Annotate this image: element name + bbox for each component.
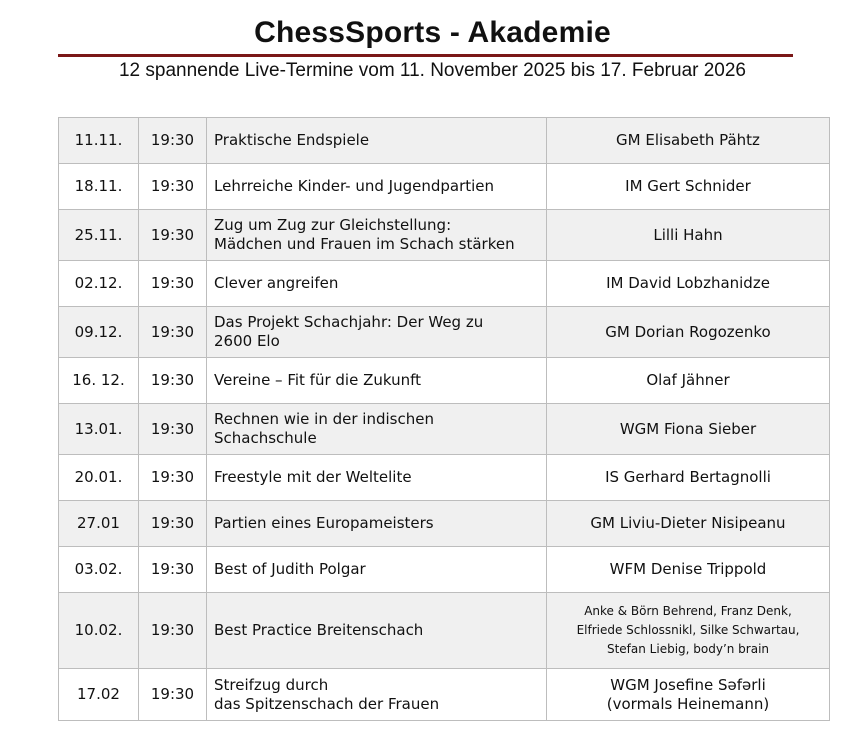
event-speaker (547, 547, 830, 593)
event-topic (207, 118, 547, 164)
event-topic (207, 261, 547, 307)
event-speaker-line: WGM Fiona Sieber (619, 419, 757, 438)
event-speaker-line: WFM Denise Trippold (609, 560, 767, 578)
event-time: 19:30 (139, 164, 207, 210)
page-subtitle: 12 spannende Live-Termine vom 11. November 2025 bis 17. Februar 2026 (118, 60, 747, 81)
event-speaker-line: GM Elisabeth Pähtz (616, 131, 760, 149)
schedule-row (59, 358, 830, 404)
event-topic-line: Freestyle mit der Weltelite (214, 468, 412, 486)
schedule-row (59, 307, 830, 358)
event-topic-line: Partien eines Europameisters (214, 514, 434, 532)
event-speaker (547, 501, 830, 547)
event-date: 03.02. (59, 547, 139, 593)
page-title: ChessSports - Akademie (254, 16, 611, 49)
event-topic-line: Rechnen wie in der indischen (214, 410, 434, 428)
event-speaker-line: Anke & Börn Behrend, Franz Denk, (584, 604, 792, 618)
event-topic (207, 593, 547, 669)
event-date: 17.02 (59, 669, 139, 721)
event-time: 19:30 (139, 593, 207, 669)
event-speaker-line: GM Dorian Rogozenko (605, 322, 771, 341)
event-time: 19:30 (139, 307, 207, 358)
schedule-row (59, 501, 830, 547)
schedule-row (59, 210, 830, 261)
event-topic-line: Streifzug durch (214, 675, 329, 694)
event-date: 27.01 (59, 501, 139, 547)
schedule-row (59, 164, 830, 210)
event-topic-line: Das Projekt Schachjahr: Der Weg zu (214, 313, 484, 331)
event-topic-line: das Spitzenschach der Frauen (214, 694, 440, 713)
event-date: 16. 12. (59, 358, 139, 404)
event-topic-line: Vereine – Fit für die Zukunft (214, 371, 422, 389)
event-speaker (547, 358, 830, 404)
event-topic (207, 455, 547, 501)
event-speaker (547, 210, 830, 261)
event-speaker-line: Elfriede Schlossnikl, Silke Schwartau, (576, 623, 800, 637)
event-topic (207, 210, 547, 261)
schedule-table (58, 117, 830, 721)
event-speaker (547, 118, 830, 164)
event-topic (207, 547, 547, 593)
event-time: 19:30 (139, 358, 207, 404)
event-time: 19:30 (139, 455, 207, 501)
event-date: 20.01. (59, 455, 139, 501)
event-time: 19:30 (139, 547, 207, 593)
event-date: 13.01. (59, 404, 139, 455)
event-speaker-line: IS Gerhard Bertagnolli (605, 468, 771, 486)
event-topic-line: Best of Judith Polgar (214, 560, 366, 578)
event-topic-line: 2600 Elo (214, 332, 280, 350)
schedule-row (59, 455, 830, 501)
schedule-row (59, 404, 830, 455)
event-topic-line: Best Practice Breitenschach (214, 621, 424, 639)
event-time: 19:30 (139, 404, 207, 455)
event-time: 19:30 (139, 261, 207, 307)
event-topic (207, 404, 547, 455)
schedule-body (59, 118, 830, 721)
event-date: 09.12. (59, 307, 139, 358)
event-speaker-line: (vormals Heinemann) (606, 694, 770, 713)
event-time: 19:30 (139, 118, 207, 164)
event-topic-line: Praktische Endspiele (214, 131, 370, 149)
event-date: 11.11. (59, 118, 139, 164)
event-speaker (547, 307, 830, 358)
event-speaker-line: IM David Lobzhanidze (606, 274, 770, 292)
event-speaker (547, 164, 830, 210)
event-date: 25.11. (59, 210, 139, 261)
event-speaker (547, 261, 830, 307)
event-date: 02.12. (59, 261, 139, 307)
schedule-row (59, 593, 830, 669)
event-speaker-line: WGM Josefine Səfərli (610, 675, 766, 694)
event-speaker-line: Stefan Liebig, body’n brain (606, 642, 770, 656)
event-topic (207, 164, 547, 210)
event-topic (207, 358, 547, 404)
event-speaker-line: IM Gert Schnider (625, 177, 751, 195)
event-time: 19:30 (139, 669, 207, 721)
event-speaker-line: GM Liviu-Dieter Nisipeanu (590, 514, 786, 532)
title-divider (58, 54, 793, 57)
event-speaker (547, 669, 830, 721)
event-time: 19:30 (139, 210, 207, 261)
event-topic-line: Lehrreiche Kinder- und Jugendpartien (214, 177, 495, 195)
event-topic (207, 307, 547, 358)
schedule-row (59, 669, 830, 721)
event-speaker-line: Lilli Hahn (653, 225, 723, 244)
schedule-row (59, 261, 830, 307)
event-speaker (547, 455, 830, 501)
event-time: 19:30 (139, 501, 207, 547)
schedule-row (59, 547, 830, 593)
event-topic (207, 669, 547, 721)
event-speaker-line: Olaf Jähner (646, 371, 730, 389)
event-topic-line: Zug um Zug zur Gleichstellung: (214, 216, 452, 234)
event-speaker (547, 404, 830, 455)
event-speaker (547, 593, 830, 669)
event-topic-line: Clever angreifen (214, 274, 339, 292)
event-topic (207, 501, 547, 547)
event-date: 10.02. (59, 593, 139, 669)
schedule-row (59, 118, 830, 164)
event-topic-line: Mädchen und Frauen im Schach stärken (214, 235, 515, 253)
event-date: 18.11. (59, 164, 139, 210)
event-topic-line: Schachschule (214, 429, 317, 447)
